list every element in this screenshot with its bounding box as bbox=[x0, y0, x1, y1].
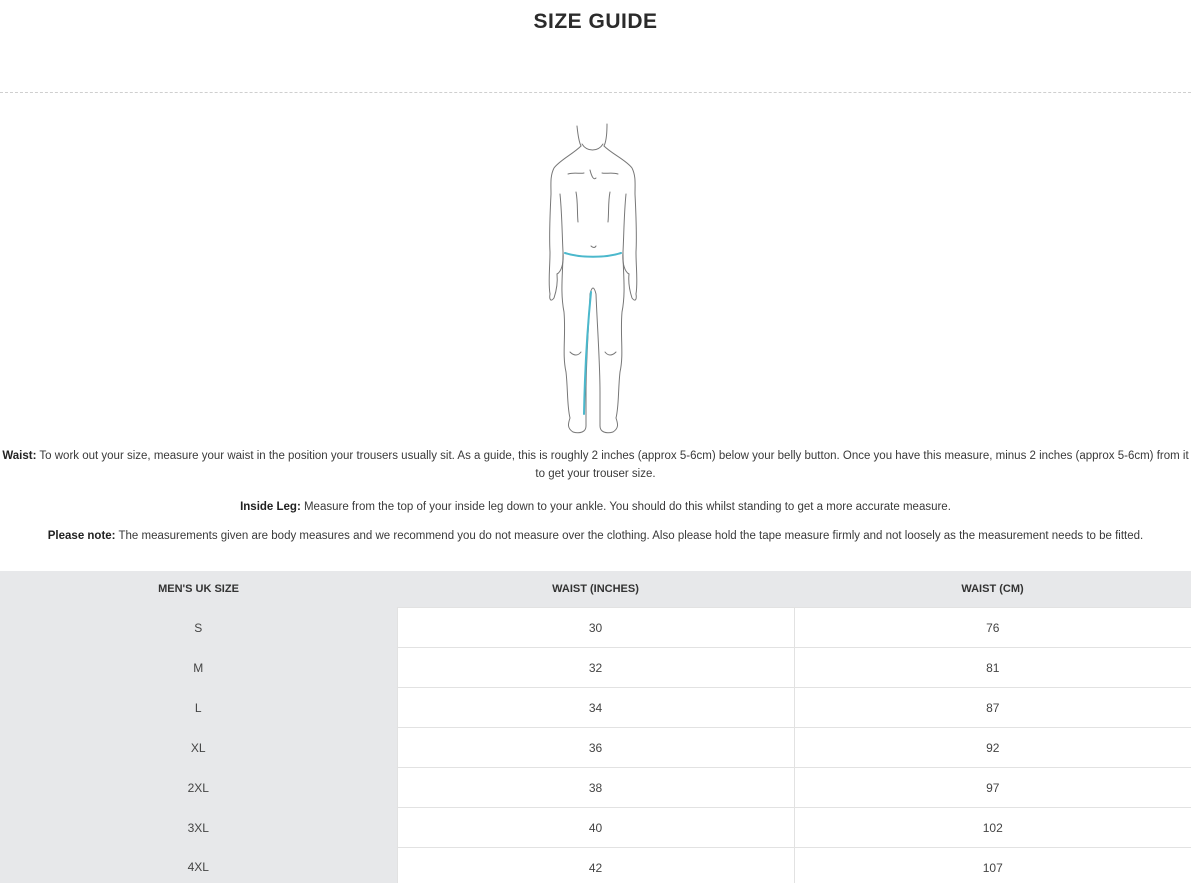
waist-instructions bbox=[0, 447, 1191, 483]
dashed-divider bbox=[0, 92, 1191, 93]
waist-cm-cell: 87 bbox=[794, 688, 1191, 728]
header-waist-cm: WAIST (CM) bbox=[794, 571, 1191, 608]
table-row bbox=[0, 728, 1191, 768]
waist-inches-cell: 38 bbox=[397, 768, 794, 808]
size-cell: 2XL bbox=[0, 768, 397, 808]
size-cell: XL bbox=[0, 728, 397, 768]
table-row bbox=[0, 608, 1191, 648]
please-note-instructions bbox=[0, 527, 1191, 545]
waist-cm-cell: 92 bbox=[794, 728, 1191, 768]
waist-inches-cell: 34 bbox=[397, 688, 794, 728]
please-note-text: The measurements given are body measures and we recommend you do not measure over the clothing. Also please hold the tape measure firmly and not loosely as the measurement needs to be fitted. bbox=[115, 530, 1144, 542]
inside-leg-label: Inside Leg: bbox=[240, 501, 301, 513]
please-note-label: Please note: bbox=[47, 530, 116, 542]
table-row bbox=[0, 648, 1191, 688]
table-row bbox=[0, 808, 1191, 848]
size-cell: L bbox=[0, 688, 397, 728]
waist-tape-line bbox=[565, 253, 621, 257]
table-row bbox=[0, 768, 1191, 808]
inside-leg-text: Measure from the top of your inside leg down to your ankle. You should do this whilst standing to get a more accurate measure. bbox=[300, 501, 951, 513]
size-cell: 3XL bbox=[0, 808, 397, 848]
table-row bbox=[0, 688, 1191, 728]
size-table bbox=[0, 571, 1191, 883]
body-measurement-illustration bbox=[540, 122, 650, 438]
waist-inches-cell: 32 bbox=[397, 648, 794, 688]
waist-cm-cell: 97 bbox=[794, 768, 1191, 808]
waist-cm-cell: 102 bbox=[794, 808, 1191, 848]
size-cell: S bbox=[0, 608, 397, 648]
waist-inches-cell: 40 bbox=[397, 808, 794, 848]
inside-leg-instructions bbox=[0, 498, 1191, 516]
waist-label: Waist: bbox=[2, 450, 37, 462]
header-size: MEN'S UK SIZE bbox=[0, 571, 397, 608]
waist-text: To work out your size, measure your waist in the position your trousers usually sit. As a guide, this is roughly 2 inches (approx 5-6cm) below your belly button. Once you have this measure, minus 2 inches (approx 5-6cm) from it to get your trouser size. bbox=[36, 450, 1189, 480]
waist-cm-cell: 76 bbox=[794, 608, 1191, 648]
waist-inches-cell: 42 bbox=[397, 848, 794, 883]
size-cell: 4XL bbox=[0, 848, 397, 883]
waist-cm-cell: 81 bbox=[794, 648, 1191, 688]
waist-inches-cell: 36 bbox=[397, 728, 794, 768]
waist-cm-cell: 107 bbox=[794, 848, 1191, 883]
table-header-row bbox=[0, 571, 1191, 608]
waist-inches-cell: 30 bbox=[397, 608, 794, 648]
header-waist-inches: WAIST (INCHES) bbox=[397, 571, 794, 608]
table-row bbox=[0, 848, 1191, 883]
page-title: SIZE GUIDE bbox=[533, 10, 658, 33]
size-cell: M bbox=[0, 648, 397, 688]
